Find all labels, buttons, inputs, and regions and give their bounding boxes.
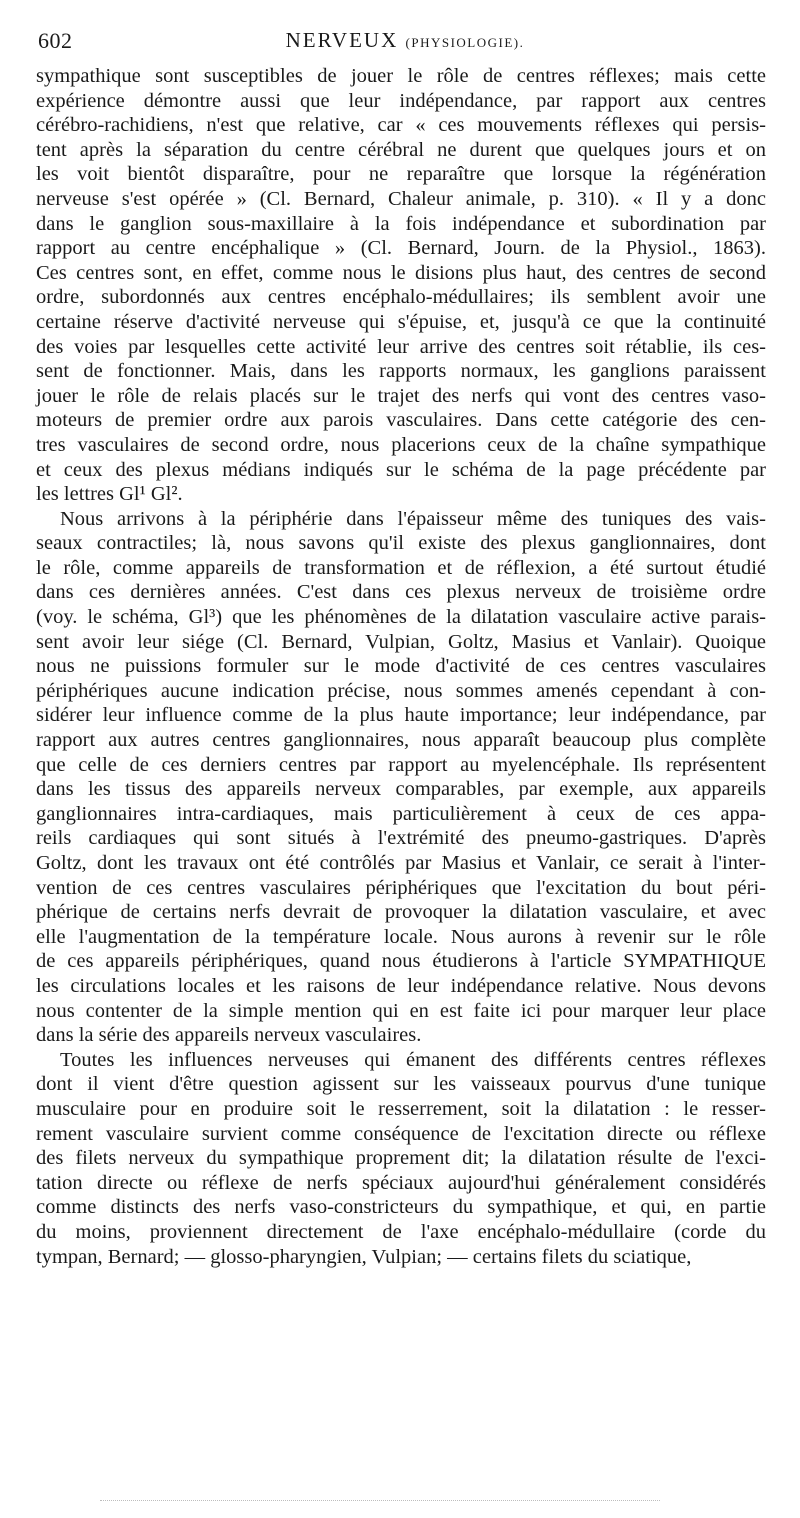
running-header [38,28,772,58]
text-line: dans les tissus des appareils nerveux comparables, par exemple, aux appareils [36,778,766,801]
text-line: sidérer leur influence comme de la plus haute importance; leur indépendance, par [36,704,766,727]
text-line: Nous arrivons à la périphérie dans l'épaisseur même des tuniques des vais- [60,507,766,530]
text-line: les lettres Gl¹ Gl². [36,483,183,506]
text-line: et ceux des plexus médians indiqués sur le schéma de la page précédente par [36,458,766,481]
paragraph [36,507,766,1048]
text-line: des filets nerveux du sympathique proprement dit; la dilatation résulte de l'exci- [36,1147,766,1170]
text-line: jouer le rôle de relais placés sur le trajet des nerfs qui vont des centres vaso- [36,384,766,407]
text-line: (voy. le schéma, Gl³) que les phénomènes de la dilatation vasculaire active parais- [36,606,766,629]
text-line: reils cardiaques qui sont situés à l'extrémité des pneumo-gastriques. D'après [36,827,766,850]
text-line: Goltz, dont les travaux ont été contrôlés par Masius et Vanlair, ce serait à l'inter- [36,852,766,874]
text-line: des voies par lesquelles cette activité leur arrive des centres soit rétablie, ils ces- [36,335,766,358]
text-line: périphériques aucune indication précise, nous sommes amenés cependant à con- [36,679,766,702]
text-line: tent après la séparation du centre cérébral ne durent que quelques jours et on [36,138,766,161]
text-line: ganglionnaires intra-cardiaques, mais particulièrement à ceux de ces appa- [36,802,766,825]
paragraph [36,1048,766,1269]
running-title-subtitle: (PHYSIOLOGIE). [405,35,525,50]
text-line: que celle de ces derniers centres par rapport au myelencéphale. Ils représentent [36,753,766,776]
text-line: rapport aux autres centres ganglionnaires, nous apparaît beaucoup plus complète [36,729,766,752]
text-line: le rôle, comme appareils de transformation et de réflexion, a été surtout étudié [36,556,766,579]
footer-rule [100,1500,660,1501]
running-title [38,28,772,53]
text-line: seaux contractiles; là, nous savons qu'il existe des plexus ganglionnaires, dont [36,532,766,555]
text-line: ordre, subordonnés aux centres encéphalo-médullaires; ils semblent avoir une [36,286,766,309]
text-line: rapport au centre encéphalique » (Cl. Bernard, Journ. de la Physiol., 1863). [36,237,766,260]
text-line: vention de ces centres vasculaires périphériques que l'excitation du bout péri- [36,876,766,899]
text-line: nous contenter de la simple mention qui en est faite ici pour marquer leur place [36,999,766,1022]
text-line: dans le ganglion sous-maxillaire à la fois indépendance et subordination par [36,212,766,235]
text-line: dans ces dernières années. C'est dans ces plexus nerveux de troisième ordre [36,581,766,604]
page-number: 602 [38,28,73,53]
body-text [36,64,766,1269]
text-line: musculaire pour en produire soit le resserrement, soit la dilatation : le resser- [36,1097,766,1120]
text-line: cérébro-rachidiens, n'est que relative, car « ces mouvements réflexes qui persis- [36,114,766,137]
text-line: comme distincts des nerfs vaso-constricteurs du sympathique, et qui, en partie [36,1196,766,1219]
text-line: les voit bientôt disparaître, pour ne reparaître que lorsque la régénération [36,163,766,186]
text-line: sent avoir leur siége (Cl. Bernard, Vulpian, Goltz, Masius et Vanlair). Quoique [36,630,766,653]
text-line: expérience démontre aussi que leur indépendance, par rapport aux centres [36,89,766,112]
text-line: sympathique sont susceptibles de jouer le rôle de centres réflexes; mais cette [36,65,766,87]
text-line: Ces centres sont, en effet, comme nous le disions plus haut, des centres de second [36,261,766,284]
text-line: Toutes les influences nerveuses qui émanent des différents centres réflexes [60,1048,766,1071]
text-line: les circulations locales et les raisons de leur indépendance relative. Nous devons [36,974,766,997]
text-line: dans la série des appareils nerveux vasculaires. [36,1024,422,1047]
text-line: elle l'augmentation de la température locale. Nous aurons à revenir sur le rôle [36,925,766,948]
running-title-main: NERVEUX [285,28,399,52]
text-line: de ces appareils périphériques, quand nous étudierons à l'article SYMPATHIQUE [36,950,766,973]
text-line: rement vasculaire survient comme conséquence de l'excitation directe ou réflexe [36,1122,766,1145]
text-line: dont il vient d'être question agissent sur les vaisseaux pourvus d'une tunique [36,1073,766,1096]
text-line: nous ne puissions formuler sur le mode d'activité de ces centres vasculaires [36,655,766,678]
text-line: tation directe ou réflexe de nerfs spéciaux aujourd'hui généralement considérés [36,1171,766,1194]
text-line: sent de fonctionner. Mais, dans les rapports normaux, les ganglions paraissent [36,360,766,383]
text-line: certaine réserve d'activité nerveuse qui s'épuise, et, jusqu'à ce que la continuité [36,310,766,333]
text-line: tympan, Bernard; — glosso-pharyngien, Vulpian; — certains filets du sciatique, [36,1245,692,1268]
text-line: nerveuse s'est opérée » (Cl. Bernard, Chaleur animale, p. 310). « Il y a donc [36,187,766,210]
paragraph [36,64,766,507]
text-line: du moins, proviennent directement de l'axe encéphalo-médullaire (corde du [36,1220,766,1243]
text-line: phérique de certains nerfs devrait de provoquer la dilatation vasculaire, et avec [36,901,766,924]
text-line: tres vasculaires de second ordre, nous placerions ceux de la chaîne sympathique [36,433,766,456]
text-line: moteurs de premier ordre aux parois vasculaires. Dans cette catégorie des cen- [36,409,766,432]
